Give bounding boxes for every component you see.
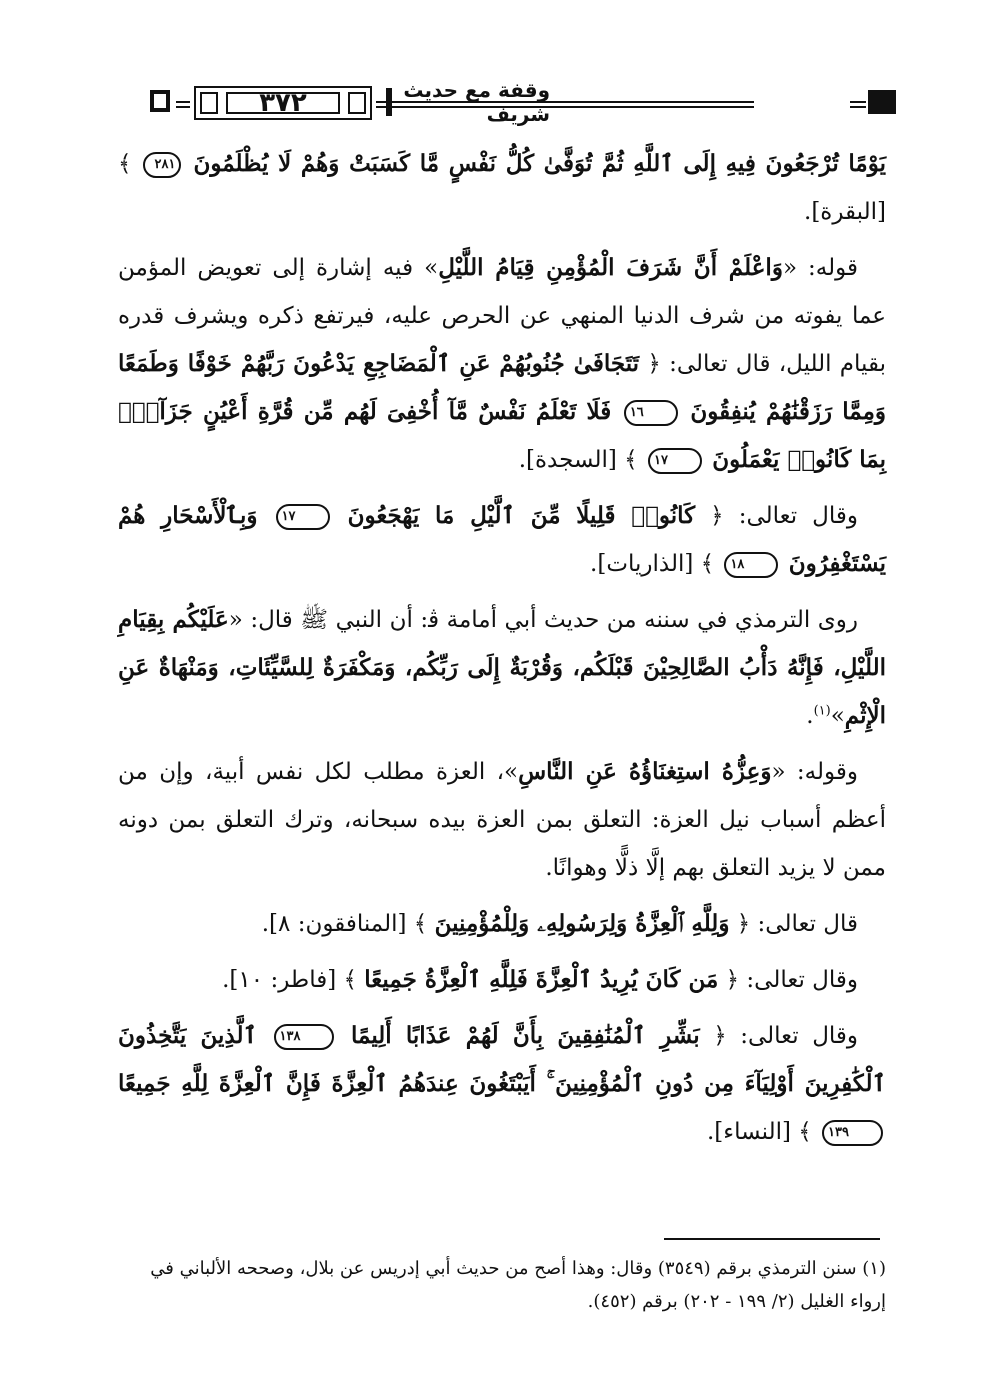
footnote: (١) سنن الترمذي برقم (٣٥٤٩) وقال: وهذا أصح من حديث أبي إدريس عن بلال، وصححه الألباني في إرواء الغليل (٢/ ١٩٩ - ٢٠٢) برقم (٤٥٢). [150, 1258, 886, 1312]
quote-close: » [830, 703, 845, 729]
surah-reference: ﴾ [فاطر: ١٠]. [222, 967, 357, 993]
paragraph-tirmidhi-hadith [118, 596, 886, 740]
paragraph-quran-baqarah [118, 140, 886, 236]
ayah-number-marker: ١٣٨ [274, 1024, 335, 1050]
ayah-number-marker: ١٧ [648, 448, 702, 474]
surah-reference: ﴾ [النساء]. [707, 1119, 812, 1145]
paragraph-honor [118, 748, 886, 892]
quran-verse: ٱلَّذِينَ يَتَّخِذُونَ ٱلْكَٰفِرِينَ أَوْلِيَآءَ مِن دُونِ ٱلْمُؤْمِنِينَ ۚ أَيَبْتَغُونَ عِندَهُمُ ٱلْعِزَّةَ فَإِنَّ ٱلْعِزَّةَ لِلَّهِ جَمِيعًا [118, 1022, 886, 1097]
header-ornament-square-open [150, 90, 170, 112]
quran-verse: تَتَجَافَىٰ جُنُوبُهُمْ عَنِ ٱلْمَضَاجِعِ يَدْعُونَ رَبَّهُمْ خَوْفًا وَطَمَعًا وَمِمَّا رَزَقْنَٰهُمْ يُنفِقُونَ [118, 350, 887, 425]
page-header [110, 80, 894, 128]
quran-verse: وَبِٱلْأَسْحَارِ هُمْ يَسْتَغْفِرُونَ [118, 502, 886, 577]
paragraph-lead: وقال تعالى: ﴿ [710, 503, 858, 529]
ayah-number-marker: ١٨ [724, 552, 778, 578]
ayah-number-marker: ١٣٩ [822, 1120, 883, 1146]
paragraph-quran-munafiqun [118, 900, 886, 948]
page-number-frame [194, 86, 372, 120]
quran-verse: وَلِلَّهِ ٱلْعِزَّةُ وَلِرَسُولِهِۦ وَلِلْمُؤْمِنِينَ [434, 910, 730, 937]
running-title: وقفة مع حديث شريف [403, 78, 550, 126]
footnote-marker: (١) [813, 703, 831, 719]
paragraph-text: »، العزة مطلب لكل نفس أبية، وإن من أعظم أسباب نيل العزة: التعلق بمن العزة بيده سبحانه، وترك التعلق بمن دونه ممن لا يزيد التعلق بهم إلَّا ذلًّا وهوانًا. [118, 759, 886, 881]
paragraph-lead: وقال تعالى: ﴿ [713, 1023, 859, 1049]
quran-verse: فَلَا تَعْلَمُ نَفْسٌ مَّآ أُخْفِىَ لَهُم مِّن قُرَّةِ أَعْيُنٍ جَزَآءًۢ بِمَا كَانُوا۟ يَعْمَلُونَ [118, 398, 886, 473]
paragraph-lead: وقال تعالى: ﴿ [725, 967, 858, 993]
ayah-number-marker: ١٦ [624, 400, 678, 426]
footnote-separator [664, 1238, 880, 1240]
surah-reference: [البقرة]. [804, 199, 886, 225]
header-divider-bar [386, 88, 392, 116]
paragraph-text: » فيه إشارة إلى تعويض المؤمن عما يفوته من شرف الدنيا المنهي عن الحرص عليه، فيرتفع ذكره ويشرف قدره بقيام الليل، قال تعالى: ﴿ [118, 255, 887, 377]
quran-verse: كَانُوا۟ قَلِيلًا مِّنَ ٱلَّيْلِ مَا يَهْجَعُونَ [347, 502, 696, 529]
paragraph-quran-fatir [118, 956, 886, 1004]
hadith-quote: وَعِزُّهُ استِغنَاؤُهُ عَنِ النَّاسِ [518, 758, 772, 785]
page-number: ٣٧٢ [226, 92, 340, 114]
ayah-number-marker: ١٧ [276, 504, 330, 530]
page-body [118, 140, 886, 1164]
quran-verse: يَوْمًا تُرْجَعُونَ فِيهِ إِلَى ٱللَّهِ ثُمَّ تُوَفَّىٰ كُلُّ نَفْسٍ مَّا كَسَبَتْ وَهُمْ لَا يُظْلَمُونَ [193, 150, 887, 177]
surah-reference: ﴾ [الذاريات]. [590, 551, 715, 577]
surah-reference: ﴾ [المنافقون: ٨]. [261, 911, 428, 937]
hadith-quote: وَاعْلَمْ أَنَّ شَرَفَ الْمُؤْمِنِ قِيَامُ اللَّيْلِ [438, 254, 783, 281]
header-rule [850, 101, 866, 108]
header-rule [176, 101, 190, 108]
surah-reference: ﴾ [السجدة]. [518, 447, 638, 473]
ayah-number-marker: ٢٨١ [143, 152, 181, 178]
paragraph-quran-dhariyat [118, 492, 886, 588]
quran-close-bracket: ﴾ [118, 151, 132, 177]
paragraph-lead: قال تعالى: ﴿ [736, 911, 858, 937]
paragraph-lead: روى الترمذي في سننه من حديث أبي أمامة ﭬ: أن النبي ﷺ قال: « [228, 607, 858, 633]
paragraph-night-prayer [118, 244, 886, 484]
quran-verse: بَشِّرِ ٱلْمُنَٰفِقِينَ بِأَنَّ لَهُمْ عَذَابًا أَلِيمًا [351, 1022, 700, 1049]
paragraph-quran-nisa [118, 1012, 886, 1156]
header-ornament-square-solid [868, 90, 896, 114]
hadith-quote: عَلَيْكُم بِقِيَامِ اللَّيْلِ، فَإِنَّهُ دَأْبُ الصَّالِحِيْنَ قَبْلَكُم، وَقُرْبَةٌ إِلَى رَبِّكُم، وَمَكْفَرَةٌ لِلسَّيِّئَاتِ، وَمَنْهَاةٌ عَنِ الْإِثْمِ [118, 606, 886, 729]
paragraph-lead: قوله: « [782, 255, 858, 281]
sentence-end: . [806, 703, 814, 729]
quran-verse: مَن كَانَ يُرِيدُ ٱلْعِزَّةَ فَلِلَّهِ ٱلْعِزَّةُ جَمِيعًا [364, 966, 719, 993]
paragraph-lead: وقوله: « [771, 759, 858, 785]
